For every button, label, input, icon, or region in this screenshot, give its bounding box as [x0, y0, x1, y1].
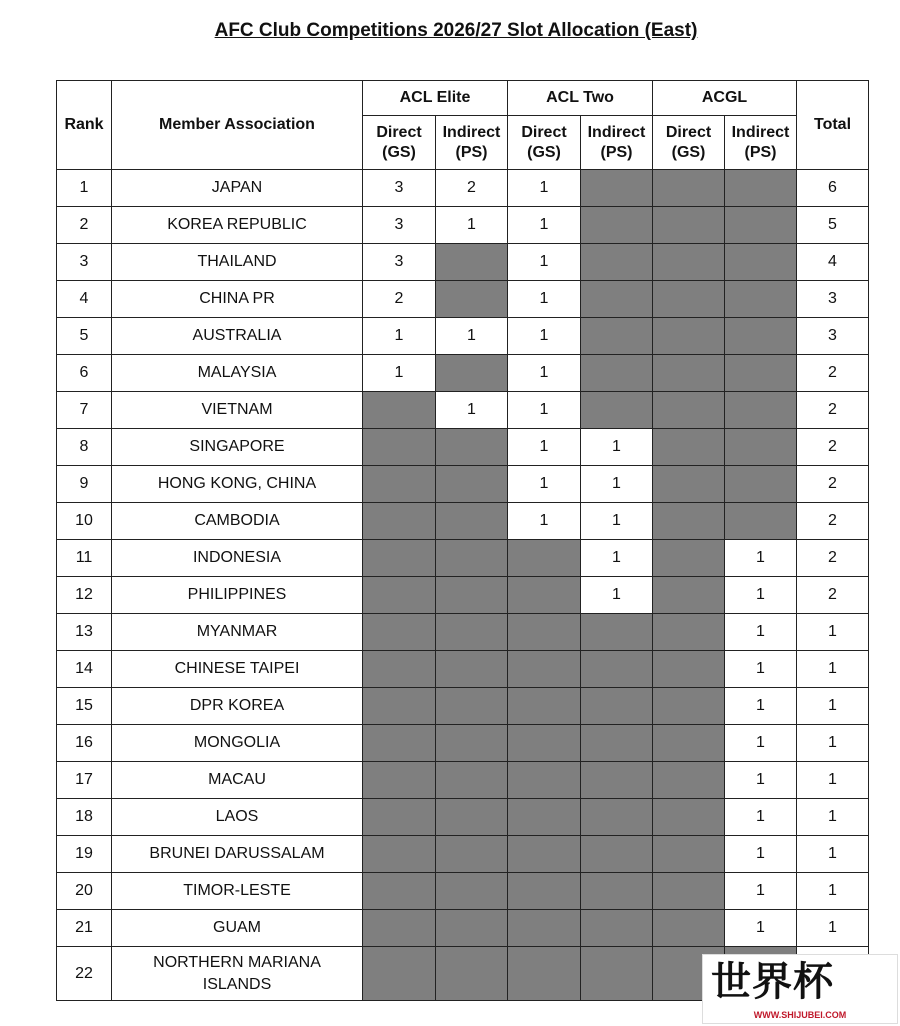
header-sub-cell: [581, 116, 653, 170]
unavailable-cell: [725, 355, 797, 392]
unavailable-cell: [363, 540, 436, 577]
association-cell: AUSTRALIA: [112, 318, 363, 355]
unavailable-cell: [653, 762, 725, 799]
header-sub-line: Direct: [376, 123, 422, 141]
unavailable-cell: [653, 170, 725, 207]
slot-cell: 1: [725, 910, 797, 947]
header-sub-line: (PS): [455, 143, 488, 161]
unavailable-cell: [436, 429, 508, 466]
association-cell: HONG KONG, CHINA: [112, 466, 363, 503]
unavailable-cell: [436, 355, 508, 392]
rank-cell: 12: [57, 577, 112, 614]
unavailable-cell: [436, 947, 508, 1001]
unavailable-cell: [653, 614, 725, 651]
slot-cell: 1: [581, 503, 653, 540]
unavailable-cell: [653, 725, 725, 762]
total-cell: 1: [797, 688, 869, 725]
rank-cell: 3: [57, 244, 112, 281]
table-row: [57, 392, 869, 429]
association-cell: PHILIPPINES: [112, 577, 363, 614]
total-cell: 2: [797, 577, 869, 614]
table-row: [57, 207, 869, 244]
association-cell: BRUNEI DARUSSALAM: [112, 836, 363, 873]
rank-cell: 9: [57, 466, 112, 503]
association-cell: KOREA REPUBLIC: [112, 207, 363, 244]
slot-cell: 3: [363, 207, 436, 244]
slot-cell: 1: [508, 207, 581, 244]
unavailable-cell: [581, 355, 653, 392]
unavailable-cell: [436, 873, 508, 910]
header-sub-line: (PS): [600, 143, 633, 161]
rank-cell: 1: [57, 170, 112, 207]
unavailable-cell: [436, 688, 508, 725]
unavailable-cell: [725, 170, 797, 207]
rank-cell: 13: [57, 614, 112, 651]
header-sub-line: (GS): [527, 143, 561, 161]
rank-cell: 19: [57, 836, 112, 873]
slot-cell: 1: [508, 281, 581, 318]
slot-cell: 1: [725, 762, 797, 799]
slot-cell: 1: [725, 836, 797, 873]
slot-cell: 1: [581, 429, 653, 466]
unavailable-cell: [363, 614, 436, 651]
rank-cell: 8: [57, 429, 112, 466]
unavailable-cell: [508, 910, 581, 947]
unavailable-cell: [653, 577, 725, 614]
rank-cell: 18: [57, 799, 112, 836]
unavailable-cell: [363, 429, 436, 466]
slot-cell: 1: [436, 318, 508, 355]
unavailable-cell: [508, 799, 581, 836]
unavailable-cell: [581, 799, 653, 836]
unavailable-cell: [725, 429, 797, 466]
slot-cell: 3: [363, 244, 436, 281]
table-row: [57, 429, 869, 466]
page-title: AFC Club Competitions 2026/27 Slot Allocation (East): [214, 20, 698, 41]
unavailable-cell: [653, 355, 725, 392]
unavailable-cell: [363, 651, 436, 688]
header-sub-line: (GS): [382, 143, 416, 161]
total-cell: 2: [797, 503, 869, 540]
slot-cell: 1: [508, 318, 581, 355]
slot-cell: 1: [725, 540, 797, 577]
header-sub-line: (PS): [744, 143, 777, 161]
unavailable-cell: [508, 725, 581, 762]
total-cell: 6: [797, 170, 869, 207]
header-rank: Rank: [57, 81, 112, 170]
table-row: [57, 651, 869, 688]
unavailable-cell: [508, 873, 581, 910]
unavailable-cell: [436, 281, 508, 318]
header-sub-cell: [363, 116, 436, 170]
unavailable-cell: [581, 725, 653, 762]
slot-cell: 1: [508, 170, 581, 207]
unavailable-cell: [725, 281, 797, 318]
table-row: [57, 466, 869, 503]
rank-cell: 7: [57, 392, 112, 429]
rank-cell: 17: [57, 762, 112, 799]
total-cell: 1: [797, 651, 869, 688]
unavailable-cell: [508, 577, 581, 614]
unavailable-cell: [581, 392, 653, 429]
rank-cell: 22: [57, 947, 112, 1001]
unavailable-cell: [436, 725, 508, 762]
association-cell: MALAYSIA: [112, 355, 363, 392]
association-cell: TIMOR-LESTE: [112, 873, 363, 910]
header-sub-cell: [508, 116, 581, 170]
unavailable-cell: [363, 836, 436, 873]
rank-cell: 2: [57, 207, 112, 244]
unavailable-cell: [581, 836, 653, 873]
unavailable-cell: [508, 540, 581, 577]
table-row: [57, 170, 869, 207]
rank-cell: 4: [57, 281, 112, 318]
unavailable-cell: [363, 910, 436, 947]
unavailable-cell: [581, 281, 653, 318]
association-cell: MONGOLIA: [112, 725, 363, 762]
rank-cell: 16: [57, 725, 112, 762]
association-name-line: NORTHERN MARIANA: [153, 953, 321, 971]
header-sub-cell: [436, 116, 508, 170]
header-association: Member Association: [112, 81, 363, 170]
unavailable-cell: [436, 651, 508, 688]
rank-cell: 20: [57, 873, 112, 910]
unavailable-cell: [436, 466, 508, 503]
unavailable-cell: [436, 614, 508, 651]
watermark-logo: [702, 954, 898, 1024]
slot-cell: 1: [725, 725, 797, 762]
unavailable-cell: [653, 540, 725, 577]
table-row: [57, 614, 869, 651]
table-row: [57, 762, 869, 799]
table-row: [57, 244, 869, 281]
slot-cell: 1: [581, 540, 653, 577]
header-sub-line: Indirect: [731, 123, 790, 141]
unavailable-cell: [653, 503, 725, 540]
slot-cell: 1: [508, 355, 581, 392]
unavailable-cell: [363, 762, 436, 799]
unavailable-cell: [581, 651, 653, 688]
unavailable-cell: [508, 836, 581, 873]
header-sub-cell: [653, 116, 725, 170]
header-total: Total: [797, 81, 869, 170]
unavailable-cell: [653, 244, 725, 281]
unavailable-cell: [725, 318, 797, 355]
total-cell: 1: [797, 910, 869, 947]
slot-cell: 1: [725, 688, 797, 725]
header-sub-line: Direct: [665, 123, 712, 141]
unavailable-cell: [581, 762, 653, 799]
rank-cell: 15: [57, 688, 112, 725]
unavailable-cell: [363, 688, 436, 725]
unavailable-cell: [653, 318, 725, 355]
header-acl-two: ACL Two: [508, 81, 653, 116]
unavailable-cell: [508, 762, 581, 799]
unavailable-cell: [653, 392, 725, 429]
total-cell: 3: [797, 318, 869, 355]
association-cell: MYANMAR: [112, 614, 363, 651]
association-cell: CHINA PR: [112, 281, 363, 318]
slot-cell: 1: [508, 429, 581, 466]
unavailable-cell: [508, 947, 581, 1001]
slot-cell: 1: [725, 873, 797, 910]
slot-cell: 1: [363, 318, 436, 355]
rank-cell: 11: [57, 540, 112, 577]
unavailable-cell: [363, 392, 436, 429]
association-cell: GUAM: [112, 910, 363, 947]
table-row: [57, 540, 869, 577]
header-sub-line: (GS): [671, 143, 706, 161]
slot-cell: 1: [508, 503, 581, 540]
table-row: [57, 725, 869, 762]
unavailable-cell: [581, 207, 653, 244]
unavailable-cell: [581, 244, 653, 281]
unavailable-cell: [508, 688, 581, 725]
unavailable-cell: [653, 466, 725, 503]
unavailable-cell: [581, 910, 653, 947]
slot-cell: 1: [581, 466, 653, 503]
unavailable-cell: [363, 503, 436, 540]
unavailable-cell: [581, 873, 653, 910]
total-cell: 2: [797, 392, 869, 429]
table-row: [57, 910, 869, 947]
unavailable-cell: [725, 207, 797, 244]
unavailable-cell: [653, 688, 725, 725]
total-cell: 2: [797, 466, 869, 503]
unavailable-cell: [363, 947, 436, 1001]
association-cell: SINGAPORE: [112, 429, 363, 466]
table-row: [57, 577, 869, 614]
slot-cell: 2: [436, 170, 508, 207]
slot-cell: 1: [725, 651, 797, 688]
table-row: [57, 281, 869, 318]
unavailable-cell: [581, 688, 653, 725]
rank-cell: 14: [57, 651, 112, 688]
association-cell: VIETNAM: [112, 392, 363, 429]
table-row: [57, 873, 869, 910]
total-cell: 5: [797, 207, 869, 244]
slot-cell: 1: [363, 355, 436, 392]
total-cell: 2: [797, 429, 869, 466]
association-cell: CHINESE TAIPEI: [112, 651, 363, 688]
unavailable-cell: [581, 170, 653, 207]
rank-cell: 21: [57, 910, 112, 947]
unavailable-cell: [653, 910, 725, 947]
header-sub-cell: [725, 116, 797, 170]
table-row: [57, 836, 869, 873]
slot-cell: 1: [508, 392, 581, 429]
slot-cell: 1: [725, 799, 797, 836]
slot-cell: 1: [508, 244, 581, 281]
header-sub-line: Indirect: [442, 123, 501, 141]
slot-cell: 3: [363, 170, 436, 207]
table-row: [57, 503, 869, 540]
association-cell: CAMBODIA: [112, 503, 363, 540]
association-cell: JAPAN: [112, 170, 363, 207]
association-cell: [112, 947, 363, 1001]
slot-cell: 1: [581, 577, 653, 614]
unavailable-cell: [725, 392, 797, 429]
unavailable-cell: [436, 577, 508, 614]
total-cell: 1: [797, 873, 869, 910]
association-cell: THAILAND: [112, 244, 363, 281]
slot-cell: 2: [363, 281, 436, 318]
association-name-line: ISLANDS: [202, 975, 272, 993]
rank-cell: 6: [57, 355, 112, 392]
table-row: [57, 355, 869, 392]
unavailable-cell: [653, 836, 725, 873]
total-cell: 1: [797, 836, 869, 873]
association-cell: INDONESIA: [112, 540, 363, 577]
unavailable-cell: [436, 762, 508, 799]
unavailable-cell: [653, 651, 725, 688]
slot-cell: 1: [436, 392, 508, 429]
unavailable-cell: [436, 910, 508, 947]
unavailable-cell: [653, 207, 725, 244]
association-cell: DPR KOREA: [112, 688, 363, 725]
total-cell: 4: [797, 244, 869, 281]
slot-cell: 1: [725, 577, 797, 614]
unavailable-cell: [581, 318, 653, 355]
unavailable-cell: [363, 725, 436, 762]
header-sub-line: Indirect: [587, 123, 646, 141]
unavailable-cell: [363, 799, 436, 836]
table-row: [57, 318, 869, 355]
rank-cell: 10: [57, 503, 112, 540]
unavailable-cell: [436, 836, 508, 873]
header-acgl: ACGL: [653, 81, 797, 116]
association-cell: MACAU: [112, 762, 363, 799]
unavailable-cell: [725, 503, 797, 540]
unavailable-cell: [436, 244, 508, 281]
unavailable-cell: [581, 614, 653, 651]
unavailable-cell: [725, 466, 797, 503]
unavailable-cell: [436, 503, 508, 540]
slot-cell: 1: [436, 207, 508, 244]
unavailable-cell: [725, 244, 797, 281]
header-row-groups: [57, 81, 869, 116]
unavailable-cell: [436, 799, 508, 836]
unavailable-cell: [508, 614, 581, 651]
unavailable-cell: [653, 873, 725, 910]
association-cell: LAOS: [112, 799, 363, 836]
slot-cell: 1: [508, 466, 581, 503]
total-cell: 2: [797, 355, 869, 392]
table-body: [57, 170, 869, 1001]
total-cell: 1: [797, 614, 869, 651]
watermark-logo-text: 世界杯: [711, 959, 834, 1005]
total-cell: 2: [797, 540, 869, 577]
rank-cell: 5: [57, 318, 112, 355]
unavailable-cell: [363, 577, 436, 614]
table-row: [57, 688, 869, 725]
table-row: [57, 799, 869, 836]
total-cell: 1: [797, 725, 869, 762]
unavailable-cell: [508, 651, 581, 688]
unavailable-cell: [653, 429, 725, 466]
total-cell: 1: [797, 762, 869, 799]
unavailable-cell: [653, 799, 725, 836]
watermark-url: WWW.SHIJUBEI.COM: [753, 1010, 847, 1020]
total-cell: 3: [797, 281, 869, 318]
header-sub-line: Direct: [521, 123, 567, 141]
total-cell: 1: [797, 799, 869, 836]
slot-allocation-table: [56, 80, 869, 1001]
header-acl-elite: ACL Elite: [363, 81, 508, 116]
unavailable-cell: [653, 281, 725, 318]
unavailable-cell: [363, 466, 436, 503]
unavailable-cell: [581, 947, 653, 1001]
unavailable-cell: [436, 540, 508, 577]
slot-cell: 1: [725, 614, 797, 651]
unavailable-cell: [363, 873, 436, 910]
